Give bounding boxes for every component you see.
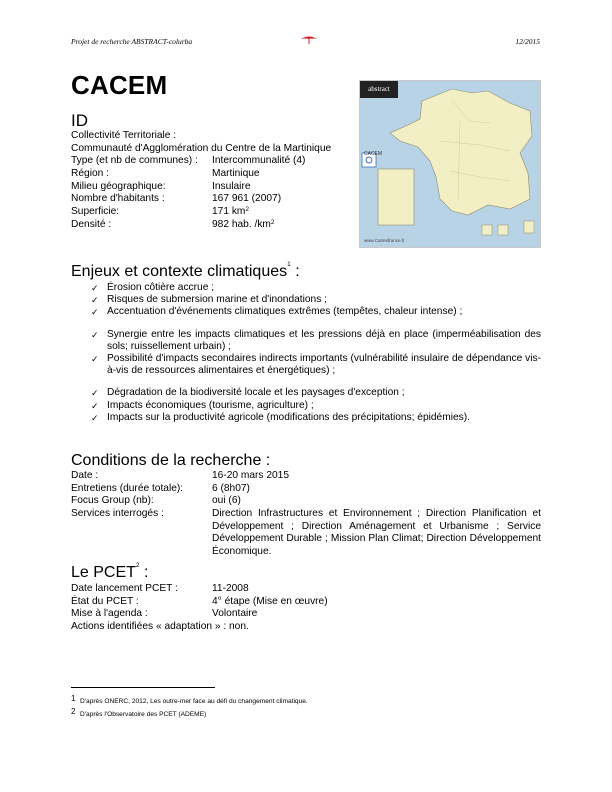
france-map [359, 80, 541, 248]
enjeux-heading-text: Enjeux et contexte climatiques [71, 263, 288, 280]
id-row-value: Intercommunalité (4) [212, 155, 306, 167]
conditions-row-value: oui (6) [212, 495, 241, 507]
id-row-label: Milieu géographique: [71, 180, 166, 192]
footnote-number: 2 [71, 707, 76, 716]
checkmark-icon: ✓ [91, 295, 99, 306]
id-row [71, 193, 361, 206]
checkmark-icon: ✓ [91, 307, 99, 318]
id-row-label: Région : [71, 168, 109, 180]
id-row-label: Superficie: [71, 206, 120, 218]
pcet-heading-text: Le PCET [71, 564, 136, 581]
pcet-row-label: État du PCET : [71, 595, 139, 607]
pcet-row-label: Mise à l'agenda : [71, 608, 148, 620]
pcet-row [71, 583, 541, 596]
list-item [91, 353, 541, 377]
id-row-value [212, 206, 249, 219]
list-item [91, 282, 541, 294]
conditions-row-value: 6 (8h07) [212, 482, 250, 494]
list-item-text: Impacts sur la productivité agricole (modifications des précipitations; épidémies). [107, 411, 470, 423]
checkmark-icon: ✓ [91, 388, 99, 399]
conditions-heading: Conditions de la recherche : [71, 452, 271, 469]
pcet-row-value: 4° étape (Mise en œuvre) [212, 595, 328, 607]
conditions-row-label: Focus Group (nb): [71, 495, 154, 507]
id-row-label: Densité : [71, 218, 112, 230]
id-row-label: Type (et nb de communes) : [71, 155, 198, 167]
footnote-text: D'après ONERC, 2012, Les outre-mer face au défi du changement climatique. [80, 698, 308, 705]
densite-sup: 2 [270, 218, 275, 226]
list-item-text: Dégradation de la biodiversité locale et les paysages d'exception ; [107, 387, 405, 399]
id-row [71, 181, 361, 194]
pcet-row [71, 608, 541, 621]
header-project: Projet de recherche ABSTRACT-colurba [71, 37, 193, 46]
pcet-heading-suffix: : [139, 564, 149, 581]
superficie-value: 171 km [212, 206, 246, 218]
superficie-sup: 2 [245, 206, 250, 214]
footnote-divider [71, 687, 215, 688]
services-label: Services interrogés : [71, 508, 164, 520]
id-row-value: 167 961 (2007) [212, 193, 282, 205]
id-row [71, 168, 361, 181]
map-credit: www.Cartesfrance.fr [364, 238, 405, 243]
footnote-number: 1 [71, 694, 76, 703]
conditions-row-label: Date : [71, 470, 99, 481]
pcet-row [71, 596, 541, 609]
collectivite-label: Collectivité Territoriale : [71, 130, 177, 141]
enjeux-list [91, 282, 541, 424]
list-item-text: Synergie entre les impacts climatiques et les pressions déjà en place (imperméabilisation des sols; ruissellement urbain) ; [107, 328, 541, 352]
pcet-row-value: 11-2008 [212, 583, 249, 594]
list-item-text: Érosion côtière accrue ; [107, 282, 215, 293]
enjeux-heading-suffix: : [290, 263, 300, 280]
list-item-text: Impacts économiques (tourisme, agriculture) ; [107, 399, 314, 411]
list-item [91, 387, 541, 399]
checkmark-icon: ✓ [91, 329, 99, 340]
map-caption: CACEM [364, 151, 383, 157]
map-badge: abstract [360, 81, 398, 98]
header-logo-icon [300, 35, 318, 45]
conditions-row-value: 16-20 mars 2015 [212, 470, 290, 481]
services-value: Direction Infrastructures et Environnement ; Direction Planification et Développement ; Direction Aménagement et Urbanisme ; Service Développement Durable ; Mission Plan Climat; Direction Développement Économique. [212, 508, 541, 558]
enjeux-heading-sup: 1 [287, 261, 291, 268]
id-row-value [212, 219, 275, 232]
pcet-block [71, 583, 541, 634]
conditions-row [71, 495, 541, 508]
list-item [91, 294, 541, 306]
checkmark-icon: ✓ [91, 354, 99, 365]
pcet-heading-sup: 2 [135, 562, 140, 569]
list-item-text: Possibilité d'impacts secondaires indirects importants (vulnérabilité insulaire de dépendance vis-à-vis de ressources alimentaires et énergétiques) ; [107, 353, 541, 377]
list-item-text: Accentuation d'événements climatiques extrêmes (tempêtes, chaleur intense) ; [107, 306, 463, 318]
checkmark-icon: ✓ [91, 412, 99, 423]
id-row [71, 155, 361, 168]
collectivite-value: Communauté d'Agglomération du Centre de la Martinique [71, 142, 332, 154]
id-row-value: Martinique [212, 168, 260, 180]
enjeux-heading [71, 263, 300, 281]
densite-value: 982 hab. /km [212, 218, 271, 230]
list-item [91, 306, 541, 318]
pcet-heading [71, 564, 148, 582]
list-item-text: Risques de submersion marine et d'inondations ; [107, 294, 327, 306]
list-item [91, 329, 541, 353]
pcet-row-value: Volontaire [212, 608, 258, 620]
footnote-text: D'après l'Observatoire des PCET (ADEME) [80, 711, 207, 718]
pcet-actions: Actions identifiées « adaptation » : non. [71, 621, 249, 633]
conditions-row-label: Entretiens (durée totale): [71, 482, 184, 494]
list-item [91, 412, 541, 424]
conditions-row [71, 470, 541, 483]
id-row [71, 219, 361, 232]
pcet-row-label: Date lancement PCET : [71, 583, 178, 594]
id-row [71, 206, 361, 219]
page-title: CACEM [71, 70, 168, 100]
header-date: 12/2015 [515, 37, 540, 46]
id-heading: ID [71, 111, 88, 130]
map-drawing [360, 81, 540, 247]
checkmark-icon: ✓ [91, 283, 99, 293]
id-block [71, 130, 361, 232]
id-row-label: Nombre d'habitants : [71, 193, 165, 205]
id-row-value: Insulaire [212, 180, 251, 192]
conditions-row [71, 483, 541, 496]
checkmark-icon: ✓ [91, 400, 99, 411]
list-item [91, 400, 541, 412]
